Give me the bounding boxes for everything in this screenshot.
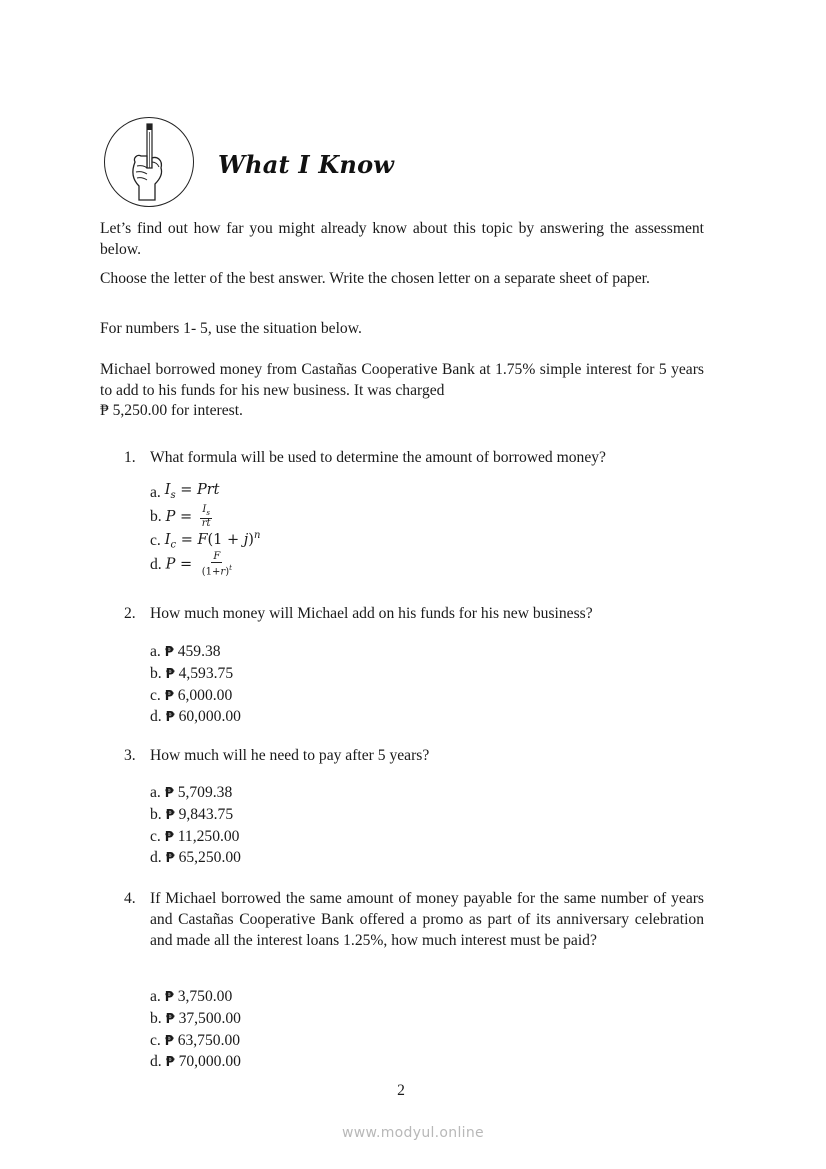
- option-value: 11,250.00: [177, 827, 240, 845]
- peso-sign: ₱: [164, 1033, 174, 1049]
- option-a[interactable]: [150, 481, 260, 505]
- option-b[interactable]: [150, 1009, 241, 1031]
- peso-sign: ₱: [165, 666, 175, 682]
- peso-sign: ₱: [164, 990, 174, 1005]
- peso-sign: ₱: [165, 851, 175, 867]
- option-value: 9,843.75: [178, 805, 234, 823]
- peso-sign: ₱: [165, 710, 175, 726]
- option-value: 6,000.00: [177, 686, 233, 704]
- option-b[interactable]: [150, 805, 241, 827]
- option-d[interactable]: [150, 1052, 241, 1074]
- formula-present-value: P = $\frac{F}{(1+r)^t}$: [165, 551, 232, 578]
- question-4: [124, 888, 704, 951]
- question-text: What formula will be used to determine the amount of borrowed money?: [150, 449, 606, 466]
- question-2: [124, 603, 704, 624]
- formula-compound-interest: $I_c = F(1 + j)^n$: [164, 529, 261, 551]
- option-letter: b.: [150, 1009, 162, 1027]
- option-letter: d.: [150, 555, 162, 573]
- watermark: www.modyul.online: [342, 1125, 484, 1141]
- option-letter: c.: [150, 531, 161, 549]
- situation-text: Michael borrowed money from Castañas Cooperative Bank at 1.75% simple interest for 5 years to add to his funds for his new business. It was charged: [100, 361, 704, 399]
- option-value: 60,000.00: [178, 708, 241, 726]
- hand-holding-pencil-icon: [104, 117, 194, 207]
- option-letter: a.: [150, 784, 161, 801]
- question-2-options: [150, 642, 241, 729]
- option-letter: c.: [150, 1031, 161, 1049]
- option-letter: d.: [150, 849, 162, 867]
- situation-reference: For numbers 1- 5, use the situation below.: [100, 320, 362, 337]
- question-text: If Michael borrowed the same amount of money payable for the same number of years and Castañas Cooperative Bank offered a promo as part of its anniversary celebration and made all the interest loans 1.25%, how much interest must be paid?: [150, 890, 704, 949]
- peso-sign: ₱: [165, 1055, 175, 1071]
- peso-sign: ₱: [165, 1011, 175, 1027]
- option-letter: a.: [150, 988, 161, 1005]
- option-value: 5,709.38: [177, 784, 233, 801]
- peso-sign: ₱: [164, 786, 174, 801]
- page-number: 2: [397, 1082, 405, 1099]
- question-number: 2.: [124, 605, 136, 622]
- option-value: 65,250.00: [178, 849, 241, 867]
- option-c[interactable]: [150, 529, 260, 553]
- peso-sign: ₱: [164, 829, 174, 845]
- question-1-options: [150, 481, 260, 577]
- question-4-options: [150, 987, 241, 1074]
- option-letter: b.: [150, 507, 162, 525]
- option-letter: d.: [150, 708, 162, 726]
- question-text: How much money will Michael add on his funds for his new business?: [150, 605, 593, 622]
- peso-sign: ₱: [164, 645, 174, 660]
- question-3: [124, 745, 704, 766]
- peso-sign: ₱: [165, 807, 175, 823]
- option-d[interactable]: [150, 848, 241, 870]
- question-number: 3.: [124, 747, 136, 764]
- option-c[interactable]: [150, 1031, 241, 1053]
- question-3-options: [150, 783, 241, 870]
- question-1: [124, 447, 704, 468]
- section-header: [104, 117, 194, 207]
- option-value: 70,000.00: [178, 1053, 241, 1071]
- option-letter: a.: [150, 483, 161, 501]
- option-letter: c.: [150, 827, 161, 845]
- formula-simple-interest: $I_s$ = Prt: [164, 481, 220, 501]
- option-letter: c.: [150, 686, 161, 704]
- option-letter: a.: [150, 643, 161, 660]
- option-value: 459.38: [177, 643, 221, 660]
- option-value: 4,593.75: [178, 664, 234, 682]
- situation-amount: ₱ 5,250.00 for interest.: [100, 402, 243, 419]
- option-letter: b.: [150, 805, 162, 823]
- option-a[interactable]: [150, 987, 241, 1009]
- option-b[interactable]: [150, 664, 241, 686]
- option-c[interactable]: [150, 686, 241, 708]
- question-number: 4.: [124, 890, 136, 907]
- peso-sign: ₱: [164, 688, 174, 704]
- option-c[interactable]: [150, 827, 241, 849]
- option-letter: b.: [150, 664, 162, 682]
- option-d[interactable]: [150, 553, 260, 577]
- option-a[interactable]: [150, 642, 241, 664]
- option-d[interactable]: [150, 707, 241, 729]
- option-value: 63,750.00: [177, 1031, 241, 1049]
- instructions-paragraph: Choose the letter of the best answer. Write the chosen letter on a separate sheet of paper.: [100, 270, 650, 287]
- formula-principal: P = $\frac{I_s}{rt}$: [165, 504, 211, 529]
- question-number: 1.: [124, 449, 136, 466]
- option-value: 37,500.00: [178, 1009, 241, 1027]
- section-title: What I Know: [218, 150, 395, 179]
- question-text: How much will he need to pay after 5 years?: [150, 747, 430, 764]
- option-value: 3,750.00: [177, 988, 233, 1005]
- option-letter: d.: [150, 1053, 162, 1071]
- option-a[interactable]: [150, 783, 241, 805]
- situation-paragraph: [100, 360, 704, 422]
- intro-paragraph: Let’s find out how far you might already know about this topic by answering the assessment below.: [100, 220, 704, 258]
